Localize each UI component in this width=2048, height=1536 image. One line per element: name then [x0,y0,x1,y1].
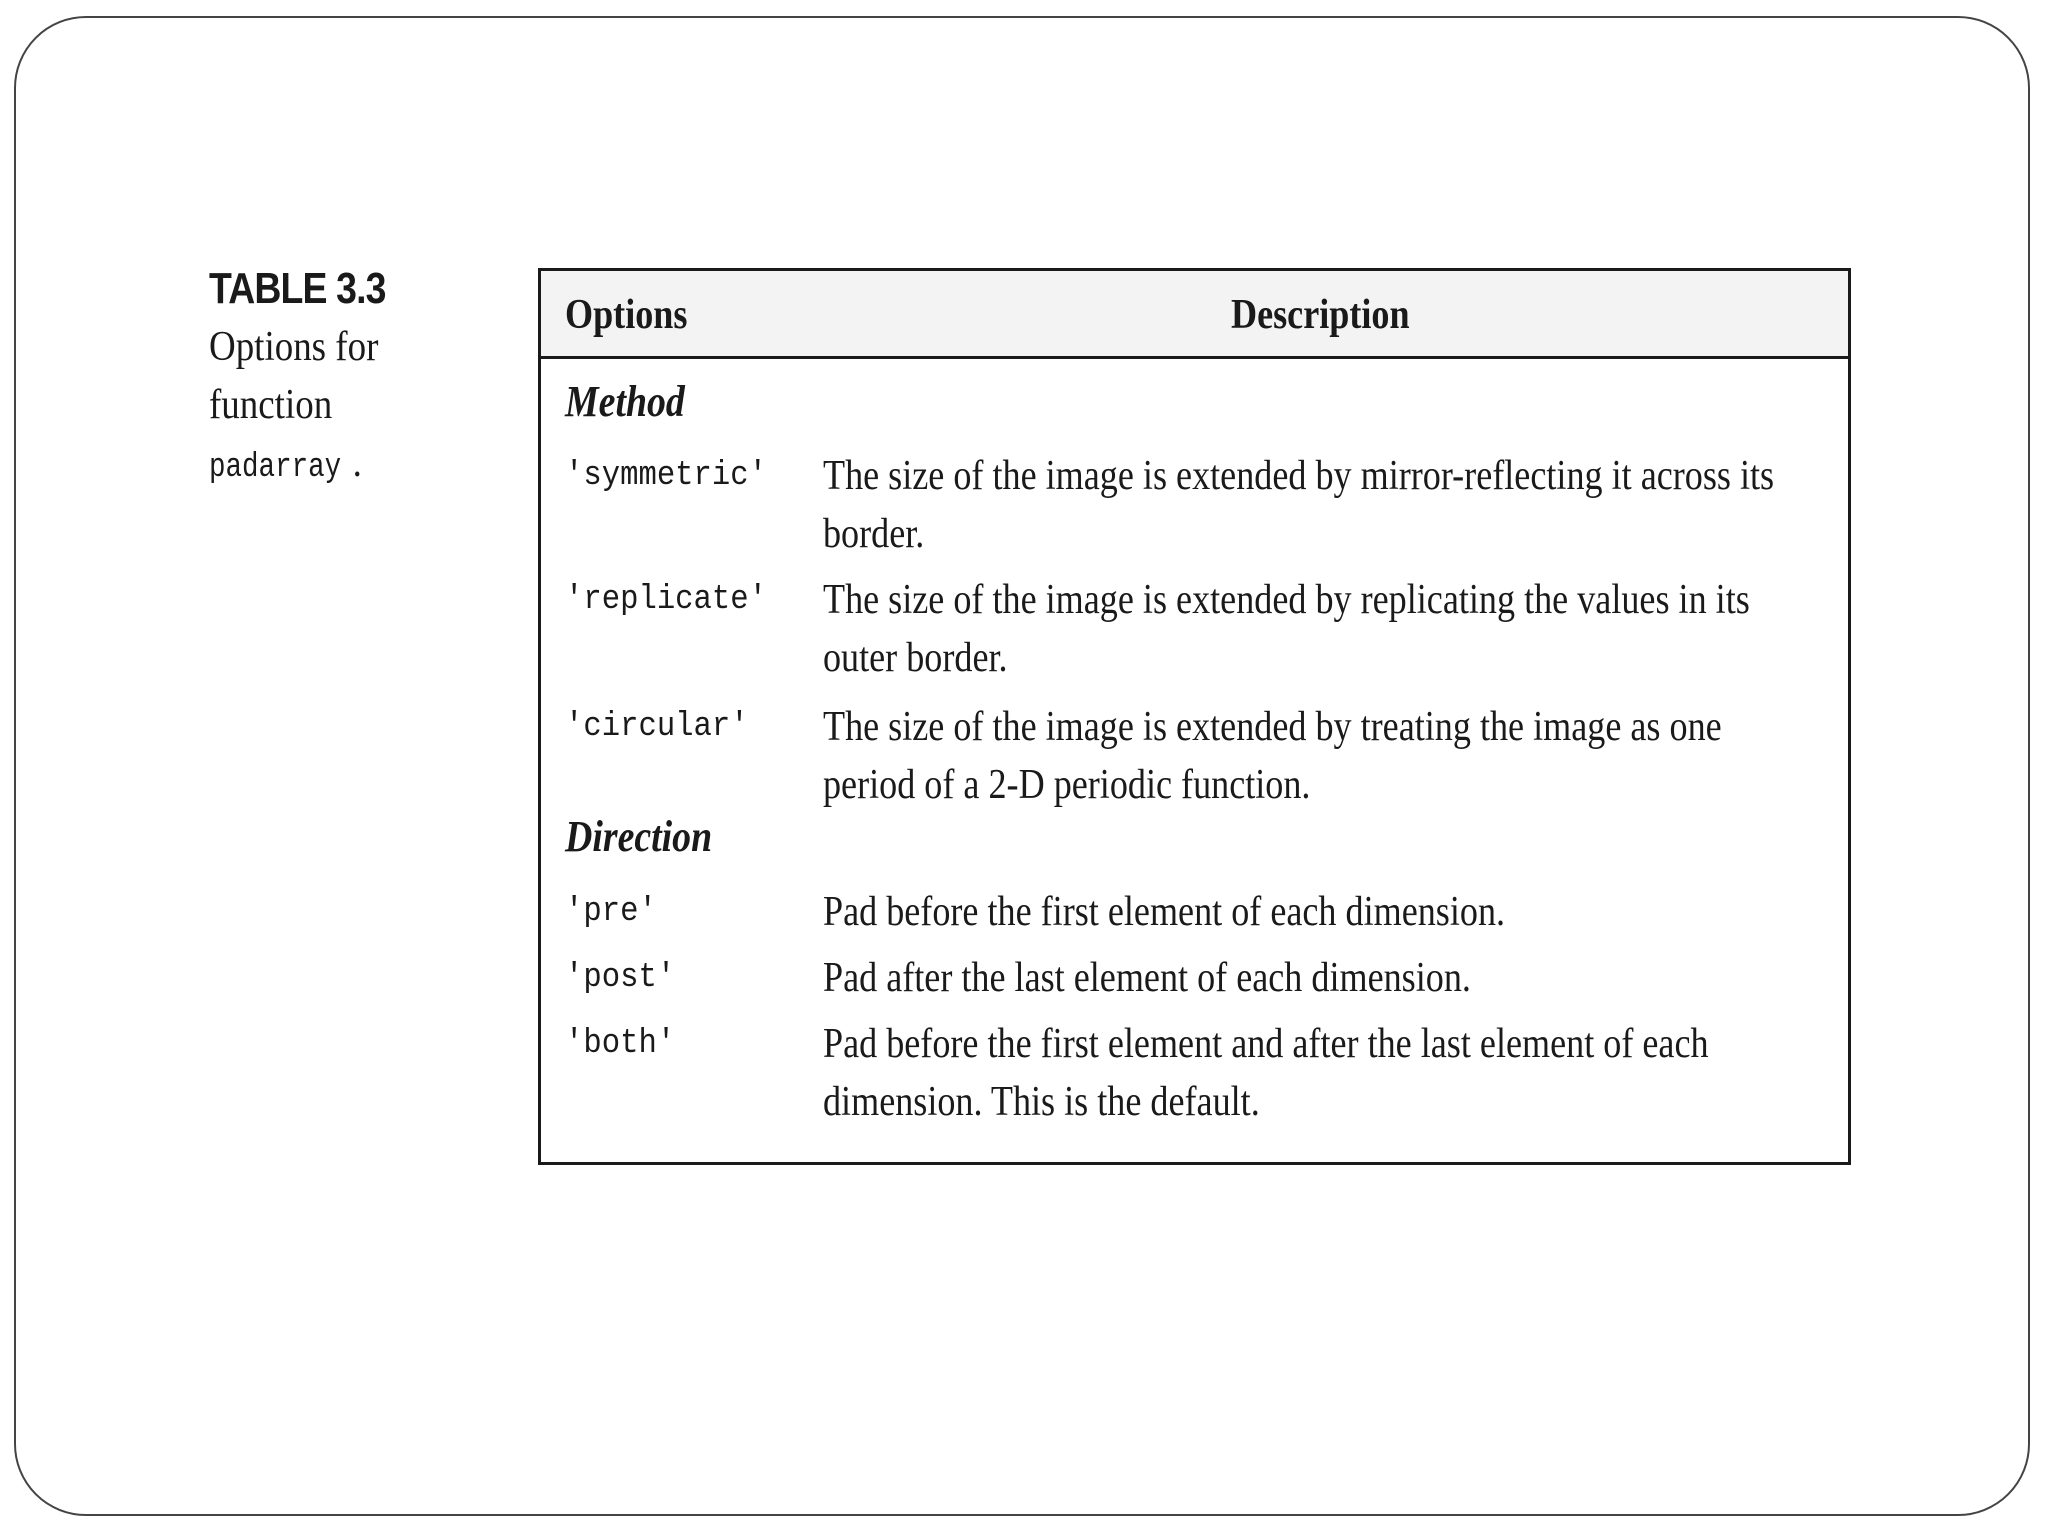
option-both: 'both' [565,1025,676,1063]
description-line: The size of the image is extended by replicating the values in its [823,577,1750,623]
description-pre [823,883,1829,941]
header-description: Description [1231,292,1410,338]
description-line: period of a 2-D periodic function. [823,762,1311,808]
section-title-method: Method [565,377,685,426]
section-title-direction: Direction [565,812,713,861]
table-label: TABLE 3.3 [209,264,386,313]
option-circular: 'circular' [565,708,749,746]
options-table [538,268,1851,1165]
option-replicate: 'replicate' [565,581,767,619]
description-symmetric [823,447,1829,563]
description-line: outer border. [823,635,1008,681]
description-line: Pad before the first element and after the last element of each [823,1021,1709,1067]
description-line: Pad before the first element of each dimension. [823,889,1506,935]
description-post [823,949,1829,1007]
option-symmetric: 'symmetric' [565,457,767,495]
description-line: border. [823,511,925,557]
option-pre: 'pre' [565,893,657,931]
description-both [823,1015,1829,1131]
description-line: The size of the image is extended by mirror-reflecting it across its [823,453,1775,499]
description-line: dimension. This is the default. [823,1079,1260,1125]
description-line: The size of the image is extended by treating the image as one [823,704,1722,750]
caption-line-1: Options for [209,324,379,370]
description-replicate [823,571,1829,687]
caption-period: . [352,440,362,486]
option-post: 'post' [565,959,676,997]
table-header [541,271,1848,359]
caption-line-2: function [209,382,333,428]
table-caption [209,260,489,497]
caption-line-3 [209,434,455,497]
header-options: Options [565,292,688,338]
description-line: Pad after the last element of each dimension. [823,955,1471,1001]
description-circular [823,698,1829,814]
caption-function-name: padarray [209,449,342,487]
